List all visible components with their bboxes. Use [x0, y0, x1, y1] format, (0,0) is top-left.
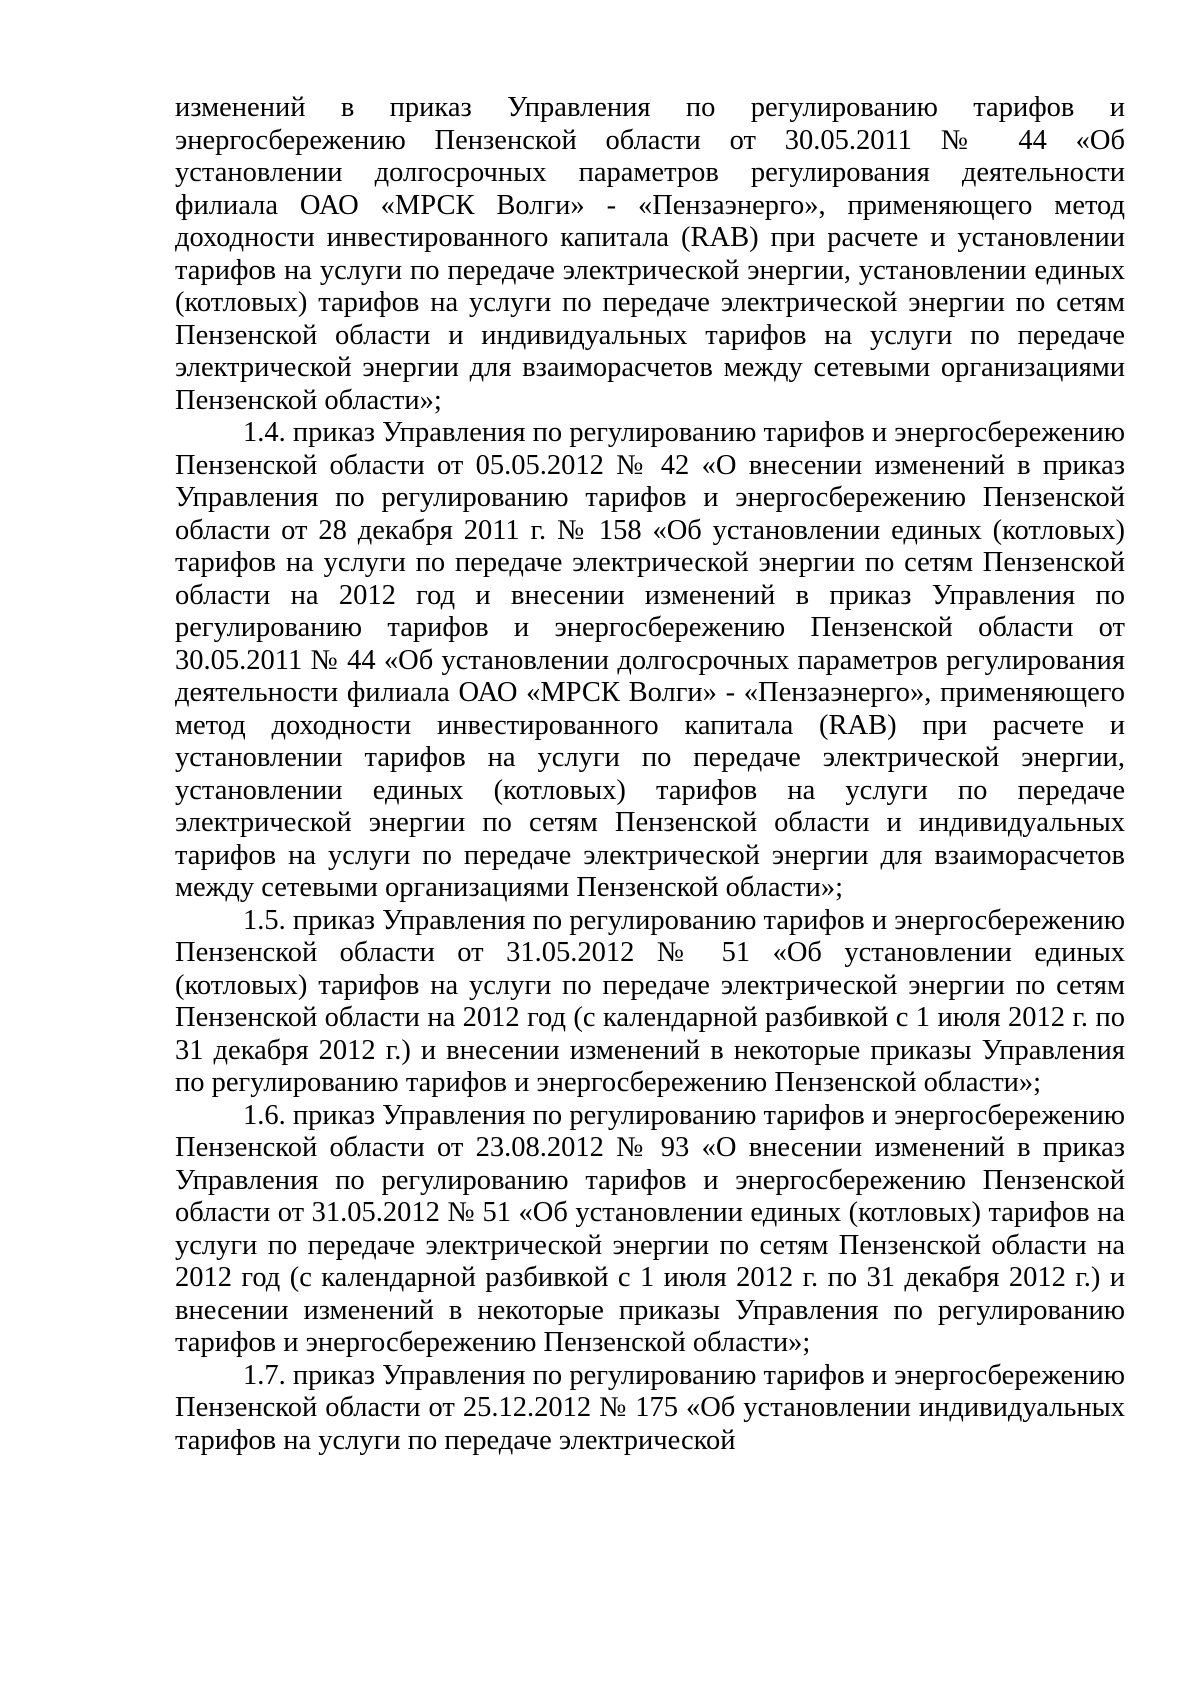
item-number: 1.4. [243, 417, 286, 448]
paragraph-continuation [175, 92, 1125, 417]
item-number: 1.7. [243, 1359, 286, 1391]
item-number: 1.5. [243, 904, 286, 936]
paragraph-text: приказ Управления по регулированию тарифов и энергосбережению Пензенской области от 05.05.2012 № 42 «О внесении изменений в приказ Управления по регулированию тарифов и энергосбережению Пензенской области от 28 декабря 2011 г. № 158 «Об установлении единых (котловых) тарифов на услуги по передаче электрической энергии по сетям Пензенской области на 2012 год и внесении изменений в приказ Управления по регулированию тарифов и энергосбережению Пензенской области от 30.05.2011 № 44 «Об установлении долгосрочных параметров регулирования деятельности филиала ОАО «МРСК Волги» - «Пензаэнерго», применяющего метод доходности инвестированного капитала (RAB) при расчете и установлении тарифов на услуги по передаче электрической энергии, установлении единых (котловых) тарифов на услуги по передаче электрической энергии по сетям Пензенской области и индивидуальных тарифов на услуги по передаче электрической энергии для взаиморасчетов между сетевыми организациями Пензенской области»; [175, 417, 1125, 903]
paragraph-text: приказ Управления по регулированию тарифов и энергосбережению Пензенской области от 31.05.2012 № 51 «Об установлении единых (котловых) тарифов на услуги по передаче электрической энергии по сетям Пензенской области на 2012 год (с календарной разбивкой с 1 июля 2012 г. по 31 декабря 2012 г.) и внесении изменений в некоторые приказы Управления по регулированию тарифов и энергосбережению Пензенской области»; [175, 904, 1125, 1098]
document-page [175, 92, 1125, 1457]
item-number: 1.6. [243, 1099, 286, 1131]
paragraph-item-1-7 [175, 1360, 1125, 1458]
paragraph-text: приказ Управления по регулированию тарифов и энергосбережению Пензенской области от 23.08.2012 № 93 «О внесении изменений в приказ Управления по регулированию тарифов и энергосбережению Пензенской области от 31.05.2012 № 51 «Об установлении единых (котловых) тарифов на услуги по передаче электрической энергии по сетям Пензенской области на 2012 год (с календарной разбивкой с 1 июля 2012 г. по 31 декабря 2012 г.) и внесении изменений в некоторые приказы Управления по регулированию тарифов и энергосбережению Пензенской области»; [175, 1099, 1125, 1358]
paragraph-item-1-6 [175, 1100, 1125, 1360]
paragraph-text: приказ Управления по регулированию тарифов и энергосбережению Пензенской области от 25.12.2012 № 175 «Об установлении индивидуальных тарифов на услуги по передаче электрической [175, 1359, 1125, 1456]
paragraph-text: изменений в приказ Управления по регулированию тарифов и энергосбережению Пензенской области от 30.05.2011 № 44 «Об установлении долгосрочных параметров регулирования деятельности филиала ОАО «МРСК Волги» - «Пензаэнерго», применяющего метод доходности инвестированного капитала (RAB) при расчете и установлении тарифов на услуги по передаче электрической энергии, установлении единых (котловых) тарифов на услуги по передаче электрической энергии по сетям Пензенской области и индивидуальных тарифов на услуги по передаче электрической энергии для взаиморасчетов между сетевыми организациями Пензенской области»; [175, 92, 1125, 416]
paragraph-item-1-5 [175, 905, 1125, 1100]
paragraph-item-1-4 [175, 417, 1125, 905]
